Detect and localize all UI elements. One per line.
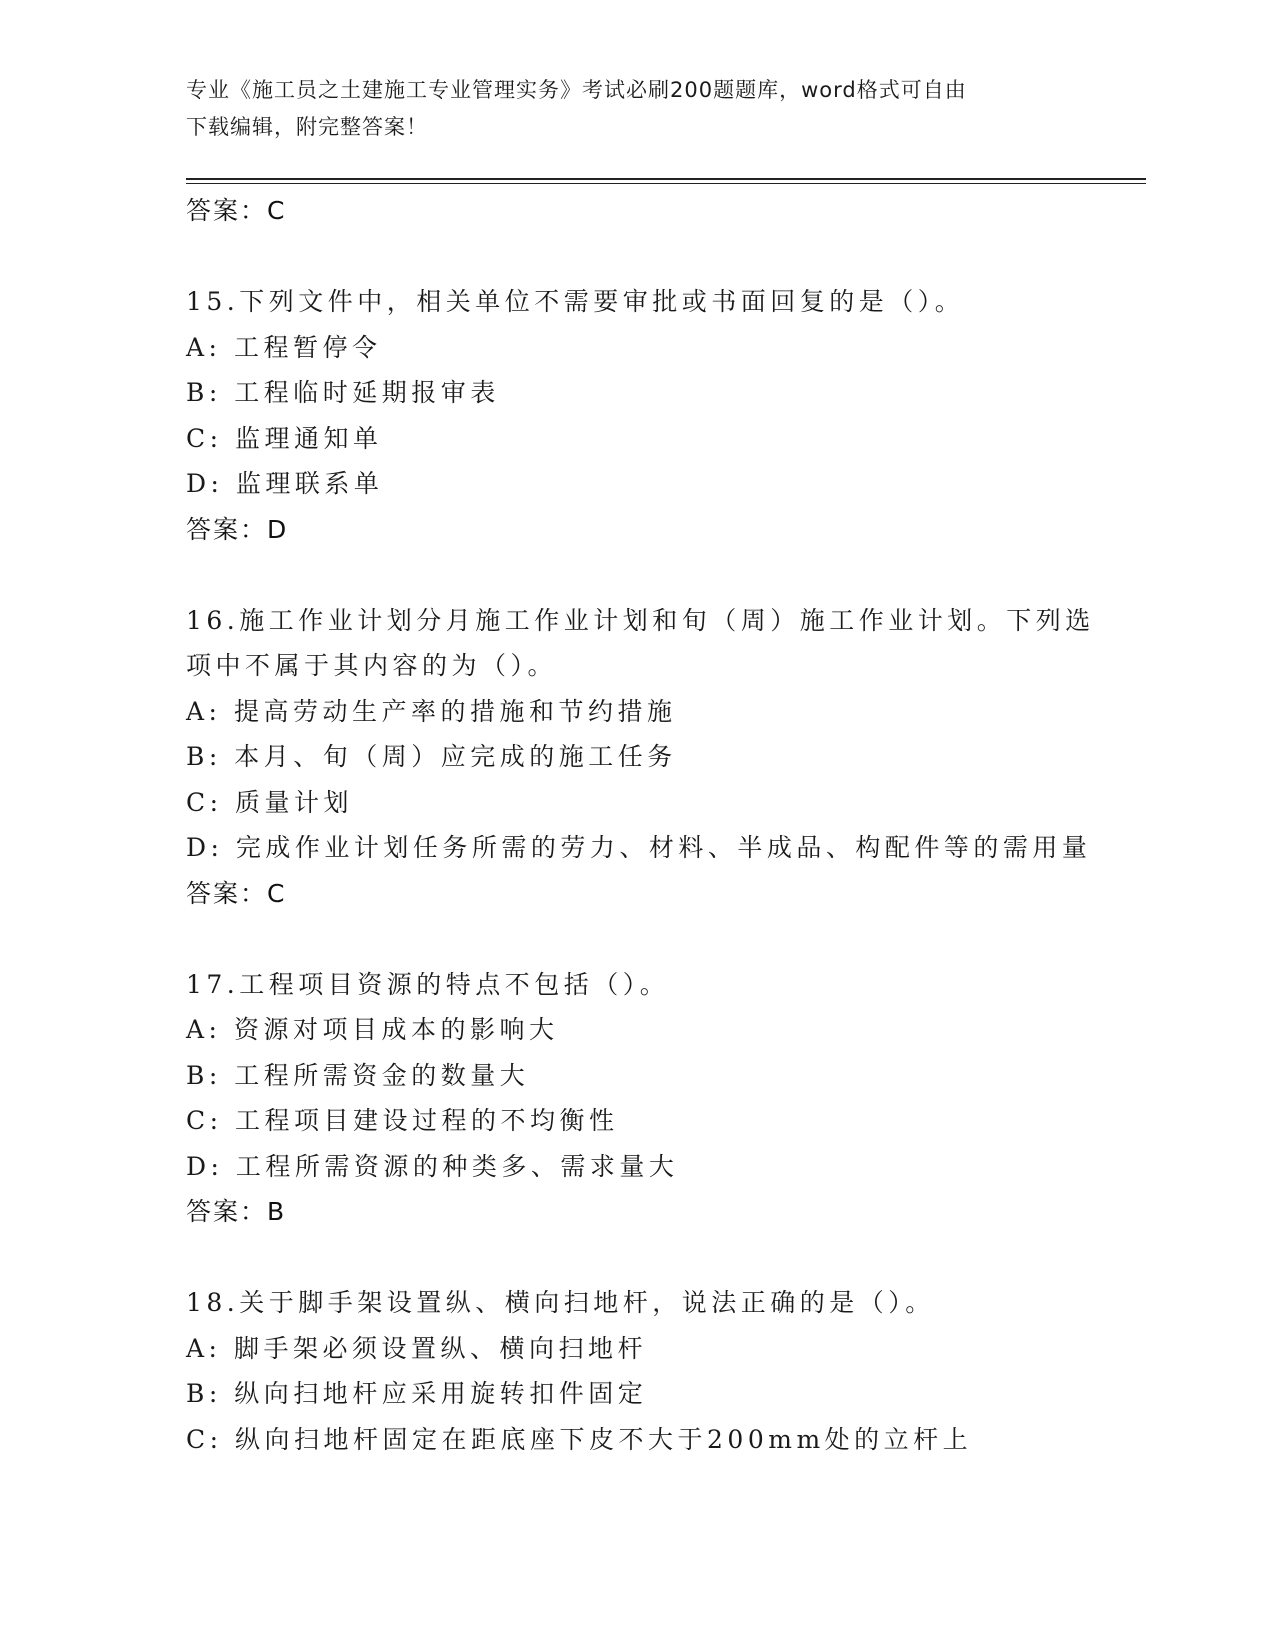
option-key: A: [186,1333,222,1363]
header-line-1: 专业《施工员之土建施工专业管理实务》考试必刷200题题库，word格式可自由 [186,78,967,102]
option-key: A: [186,696,222,726]
option-text: 纵向扫地杆应采用旋转扣件固定 [234,1379,648,1408]
option-key: C: [186,787,223,817]
option-b [186,370,1146,416]
option-d [186,1144,1146,1190]
question-18 [186,1280,1146,1462]
option-key: D: [186,1151,224,1181]
option-text: 本月、旬（周）应完成的施工任务 [234,742,677,771]
option-text: 脚手架必须设置纵、横向扫地杆 [233,1333,647,1363]
question-text: 关于脚手架设置纵、横向扫地杆，说法正确的是（）。 [239,1288,935,1317]
option-c [186,1098,1146,1144]
question-answer [186,1189,1146,1235]
option-text: 工程所需资源的种类多、需求量大 [235,1151,679,1181]
option-key: B: [186,378,222,407]
question-stem-continued: 项中不属于其内容的为（）。 [186,651,558,680]
option-text: 提高劳动生产率的措施和节约措施 [233,696,677,726]
question-number: 15. [186,287,240,316]
option-d [186,825,1146,871]
question-answer [186,871,1146,917]
option-key: C: [186,1424,223,1454]
answer-value: C [267,878,287,908]
option-c [186,416,1146,462]
option-text: 完成作业计划任务所需的劳力、材料、半成品、构配件等的需用量 [235,833,1092,862]
option-d [186,461,1146,507]
option-text: 监理通知单 [235,423,383,453]
option-text: 工程项目建设过程的不均衡性 [235,1106,619,1135]
option-b [186,734,1146,780]
option-key: B: [186,1379,222,1408]
question-answer [186,507,1146,553]
option-text: 工程暂停令 [233,332,382,362]
option-key: A: [186,332,222,362]
option-c [186,780,1146,826]
question-number: 18. [186,1288,240,1317]
option-c [186,1417,1146,1463]
header-line-2: 下载编辑，附完整答案！ [186,115,428,139]
question-text: 下列文件中，相关单位不需要审批或书面回复的是（）。 [239,287,965,316]
question-number: 16. [186,605,240,635]
header-divider-thick [186,178,1146,180]
header-divider-thin [186,183,1146,184]
answer-label: 答案： [186,878,268,908]
question-list [186,188,1146,1462]
option-key: D: [186,469,224,498]
option-b [186,1053,1146,1099]
answer-value: D [267,514,289,544]
option-a [186,1007,1146,1053]
question-17 [186,962,1146,1235]
question-text: 施工作业计划分月施工作业计划和旬（周）施工作业计划。下列选 [239,605,1095,635]
option-a [186,689,1146,735]
question-stem [186,279,1146,325]
option-a [186,1326,1146,1372]
option-key: B: [186,742,222,771]
answer-value: B [267,1197,287,1226]
question-stem [186,598,1146,644]
option-text: 监理联系单 [235,469,384,498]
answer-label: 答案： [186,514,268,544]
option-key: A: [186,1015,222,1044]
question-15 [186,279,1146,552]
option-b [186,1371,1146,1417]
option-key: C: [186,1106,223,1135]
option-key: B: [186,1060,222,1090]
option-text: 质量计划 [235,787,354,817]
question-number: 17. [186,969,240,999]
option-text: 工程所需资金的数量大 [234,1060,530,1090]
option-text: 纵向扫地杆固定在距底座下皮不大于200mm处的立杆上 [235,1424,973,1454]
option-text: 工程临时延期报审表 [234,378,500,407]
question-stem [186,1280,1146,1326]
option-key: C: [186,423,223,453]
document-header [186,72,1066,146]
previous-answer [186,188,1146,234]
answer-label: 答案： [186,1197,268,1226]
option-a [186,325,1146,371]
option-key: D: [186,833,224,862]
answer-value: C [267,196,287,225]
question-16 [186,598,1146,917]
answer-label: 答案： [186,196,268,225]
question-stem [186,962,1146,1008]
option-text: 资源对项目成本的影响大 [233,1015,559,1044]
question-text: 工程项目资源的特点不包括（）。 [239,969,670,999]
